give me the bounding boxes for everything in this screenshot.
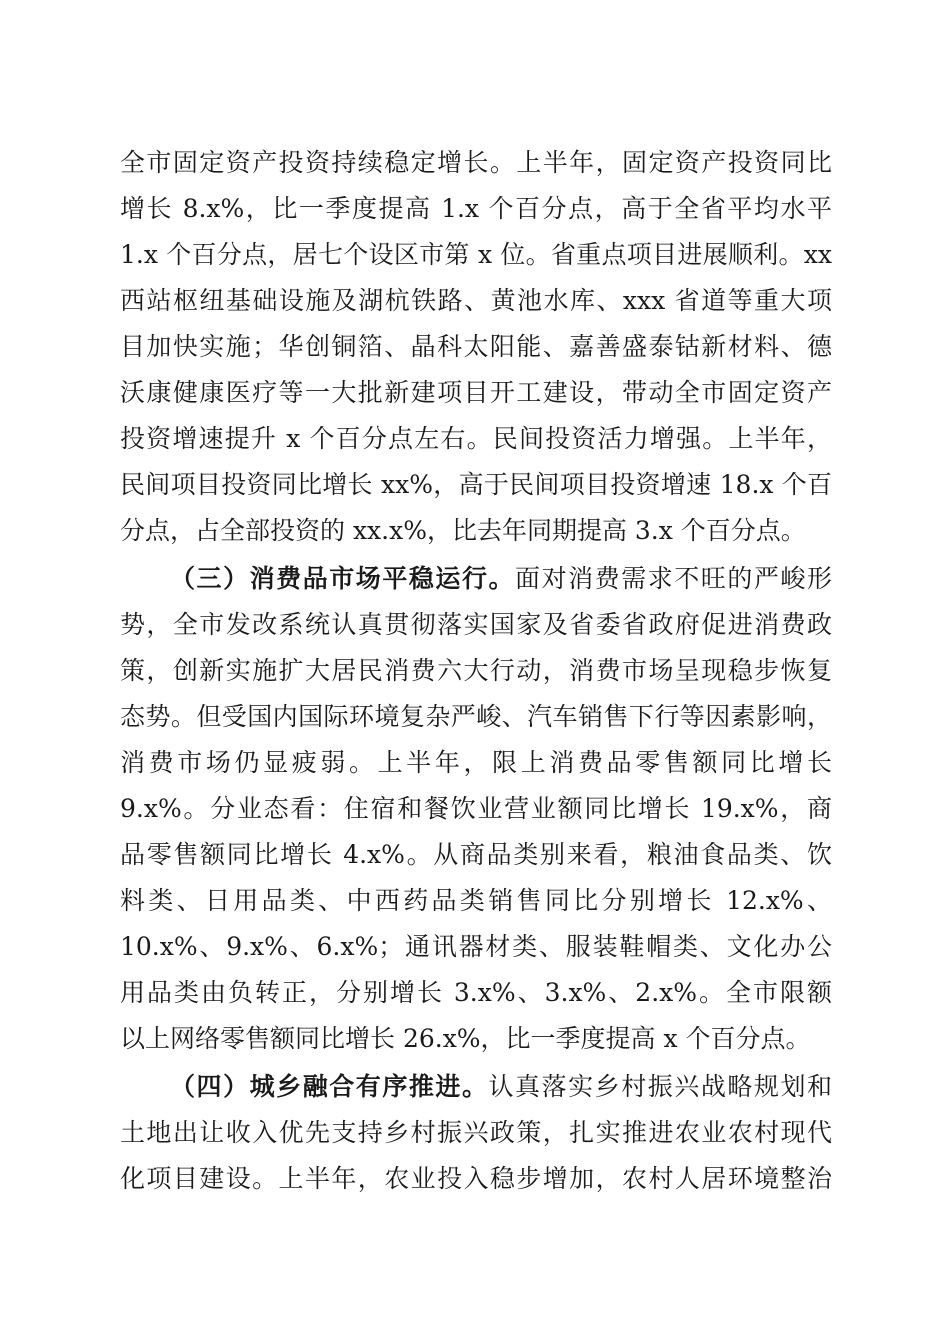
text-line: 土地出让收入优先支持乡村振兴政策，扎实推进农业农村现代 <box>120 1118 832 1147</box>
text-line: 品零售额同比增长 4.x%。从商品类别来看，粮油食品类、饮 <box>120 840 832 869</box>
text-line: 化项目建设。上半年，农业投入稳步增加，农村人居环境整治 <box>120 1164 832 1193</box>
section-first-line <box>120 1064 832 1110</box>
section-first-line <box>120 556 832 602</box>
section-consumption <box>120 556 832 1062</box>
text-line: 9.x%。分业态看：住宿和餐饮业营业额同比增长 19.x%，商 <box>120 794 832 823</box>
section-heading: （四）城乡融合有序推进。 <box>170 1072 489 1101</box>
text-line: 目加快实施；华创铜箔、晶科太阳能、嘉善盛泰钴新材料、德 <box>120 332 832 361</box>
text-line: 沃康健康医疗等一大批新建项目开工建设，带动全市固定资产 <box>120 378 832 407</box>
text-line: 分点，占全部投资的 xx.x%，比去年同期提高 3.x 个百分点。 <box>120 516 806 545</box>
section-heading: （三）消费品市场平稳运行。 <box>170 564 516 593</box>
section-lead-text: 面对消费需求不旺的严峻形 <box>515 564 832 593</box>
section-lead-text: 认真落实乡村振兴战略规划和 <box>488 1072 832 1101</box>
section-urban-rural <box>120 1064 832 1202</box>
text-line: 西站枢纽基础设施及湖杭铁路、黄池水库、xxx 省道等重大项 <box>120 286 832 315</box>
text-line: 料类、日用品类、中西药品类销售同比分别增长 12.x%、 <box>120 886 832 915</box>
text-line: 民间项目投资同比增长 xx%，高于民间项目投资增速 18.x 个百 <box>120 470 832 499</box>
text-line: 10.x%、9.x%、6.x%；通讯器材类、服装鞋帽类、文化办公 <box>120 932 832 961</box>
text-line: 消费市场仍显疲弱。上半年，限上消费品零售额同比增长 <box>120 748 832 777</box>
document-body <box>120 140 832 1202</box>
text-line: 1.x 个百分点，居七个设区市第 x 位。省重点项目进展顺利。xx <box>120 240 832 269</box>
text-line: 用品类由负转正，分别增长 3.x%、3.x%、2.x%。全市限额 <box>120 978 832 1007</box>
text-line: 势，全市发改系统认真贯彻落实国家及省委省政府促进消费政 <box>120 610 832 639</box>
text-line: 全市固定资产投资持续稳定增长。上半年，固定资产投资同比 <box>120 148 832 177</box>
text-line: 态势。但受国内国际环境复杂严峻、汽车销售下行等因素影响， <box>120 702 832 731</box>
paragraph-investment <box>120 140 832 554</box>
text-line: 投资增速提升 x 个百分点左右。民间投资活力增强。上半年， <box>120 424 832 453</box>
text-line: 以上网络零售额同比增长 26.x%，比一季度提高 x 个百分点。 <box>120 1024 811 1053</box>
text-line: 策，创新实施扩大居民消费六大行动，消费市场呈现稳步恢复 <box>120 656 832 685</box>
text-line: 增长 8.x%，比一季度提高 1.x 个百分点，高于全省平均水平 <box>120 194 832 223</box>
